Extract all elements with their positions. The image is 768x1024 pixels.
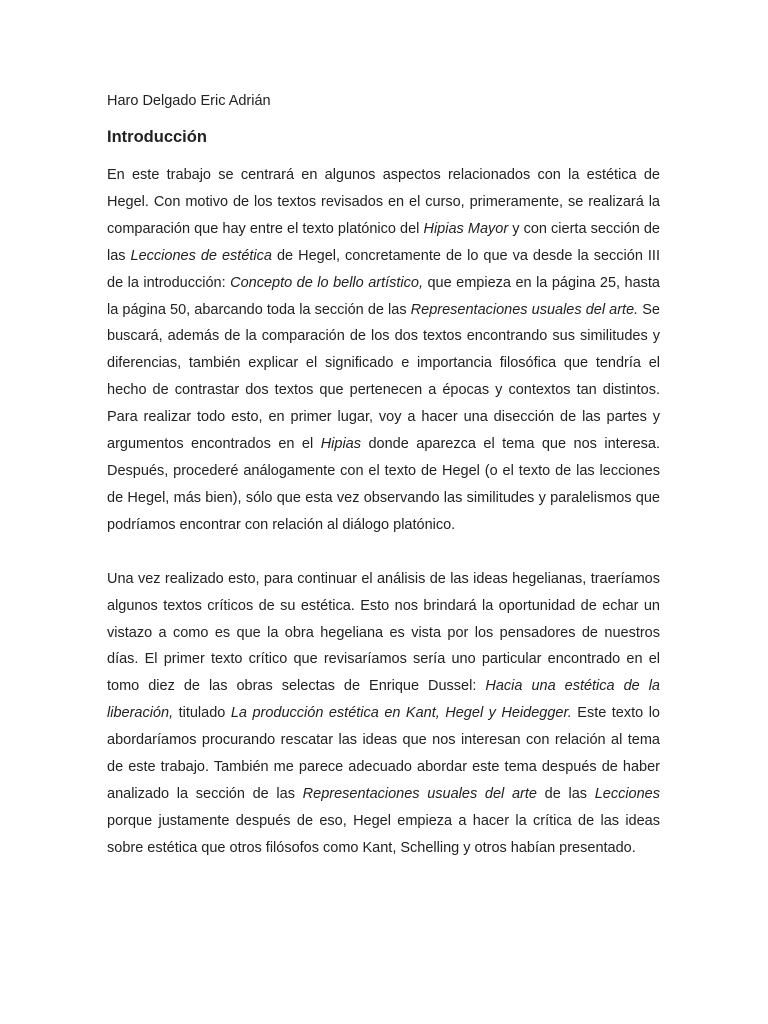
italic-text-run: Concepto de lo bello artístico, (230, 274, 423, 291)
paragraph (107, 162, 660, 539)
text-run: donde aparezca el tema que nos interesa. Después, procederé análogamente con el texto de Hegel (o el texto de las lecciones de Hegel, más bien), sólo que esta vez observando las similitudes y paralelismos que podríamos encontrar con relación al diálogo platónico. (107, 436, 660, 533)
text-run: Este texto lo abordaríamos procurando rescatar las ideas que nos interesan con relación al tema de este trabajo. También me parece adecuado abordar este tema después de haber analizado la sección de las (107, 705, 660, 802)
text-run: titulado (173, 705, 231, 722)
paragraph (107, 566, 660, 862)
text-run: de las (536, 785, 595, 802)
text-run: En este trabajo se centrará en algunos aspectos relacionados con la estética de Hegel. Con motivo de los textos revisados en el curso, primeramente, se realizará la comparación que hay entre el texto platónico del (107, 167, 660, 237)
text-run: Una vez realizado esto, para continuar el análisis de las ideas hegelianas, traeríamos algunos textos críticos de su estética. Esto nos brindará la oportunidad de echar un vistazo a como es que la obra hegeliana es vista por los pensadores de nuestros días. El primer texto crítico que revisaríamos sería uno particular encontrado en el tomo diez de las obras selectas de Enrique Dussel: (107, 570, 660, 695)
text-run: porque justamente después de eso, Hegel empieza a hacer la crítica de las ideas sobre estética que otros filósofos como Kant, Schelling y otros habían presentado. (107, 812, 660, 856)
italic-text-run: La producción estética en Kant, Hegel y Heidegger. (230, 705, 572, 722)
italic-text-run: Lecciones de estética (130, 247, 272, 264)
text-run: Se buscará, además de la comparación de los dos textos encontrando sus similitudes y diferencias, también explicar el significado e importancia filosófica que tendría el hecho de contrastar dos textos que pertenecen a épocas y contextos tan distintos. Para realizar todo esto, en primer lugar, voy a hacer una disección de las partes y argumentos encontrados en el (107, 301, 660, 453)
italic-text-run: Representaciones usuales del arte (302, 785, 537, 802)
document-body (107, 162, 660, 862)
text-run: y con cierta sección de las (107, 220, 660, 264)
italic-text-run: Hacia una estética de la liberación, (107, 678, 660, 722)
italic-text-run: Hipias Mayor (423, 220, 509, 237)
italic-text-run: Lecciones (594, 785, 660, 802)
document-page (107, 88, 660, 862)
italic-text-run: Representaciones usuales del arte. (410, 301, 639, 318)
text-run: de Hegel, concretamente de lo que va desde la sección III de la introducción: (107, 247, 660, 291)
text-run: que empieza en la página 25, hasta la página 50, abarcando toda la sección de las (107, 274, 660, 318)
italic-text-run: Hipias (320, 436, 361, 453)
section-heading: Introducción (107, 128, 207, 146)
author-name: Haro Delgado Eric Adrián (107, 93, 271, 109)
